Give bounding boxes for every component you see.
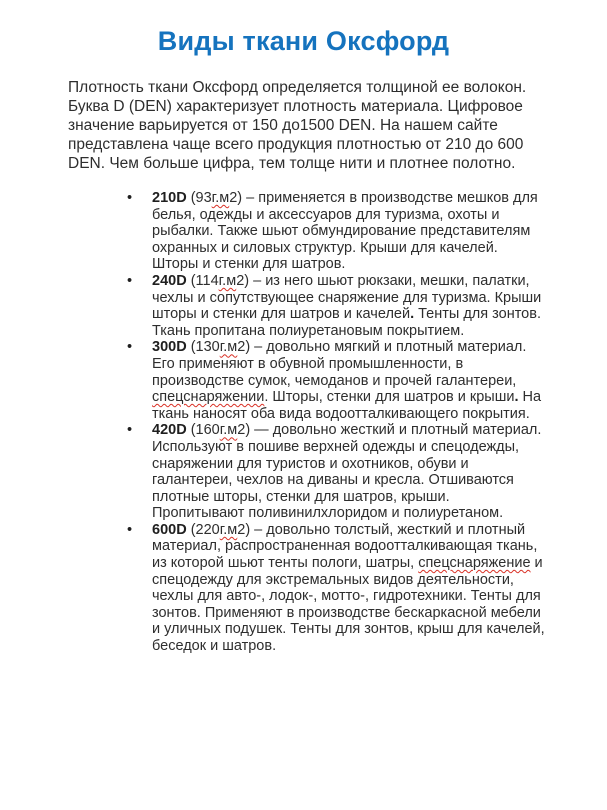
item-text: 2) — довольно жесткий и плотный материал. Используют в пошиве верхней одежды и спецодежды, снаряжении для туристов и охотников, обуви и галантереи, чехлов на диваны и кресла. Отшиваются плотные шторы, стенки для шатров, крыши. Пропитывают поливинилхлоридом и полиуретаном. [152,422,542,522]
spellchecked-text: г.м [219,521,238,538]
spellchecked-text: г.м [211,190,230,206]
fabric-type-item [152,522,545,655]
item-text: и спецодежду для экстремальных видов деятельности, чехлы для авто-, лодок-, мотто-, гидротехники. Тенты для зонтов. Применяют в производстве бескаркасной мебели и уличных подушек. Тенты для зонтов, крыш для качелей, беседок и шатров. [152,555,545,655]
fabric-types-list [0,190,607,655]
item-text: 2) – применяется в производстве мешков для белья, одежды и аксессуаров для туризма, охоты и рыбалки. Также шьют обмундирование представителям охранных и силовых структур. Крыши для качелей. Шторы и стенки для шатров. [152,190,538,273]
spellchecked-text: г.м [219,339,238,356]
density-label: 300D [152,339,187,356]
item-text: . Шторы, стенки для шатров и крыши [264,389,515,406]
item-text: (93 [186,190,212,206]
item-text: . [514,389,519,406]
density-label: 210D [152,190,187,206]
item-text: 2) – из него шьют рюкзаки, мешки, палатки, чехлы и сопутствующее снаряжение для туризма. Крыши шторы и стенки для шатров и качелей [152,272,542,323]
density-label: 420D [152,422,187,439]
item-text: (160 [186,422,220,439]
item-text: Тенты для зонтов. Ткань пропитана полиуретановым покрытием. [152,306,541,339]
density-label: 600D [152,521,187,538]
fabric-type-item [152,422,545,522]
density-label: 240D [152,272,187,289]
fabric-type-item [152,190,545,273]
item-text: (114 [186,272,219,289]
spellchecked-text: г.м [219,422,238,439]
fabric-type-item [152,339,545,422]
item-text: 2) – довольно толстый, жесткий и плотный материал, распространенная водоотталкивающая ткань, из которой шьют тенты пологи, шатры, [152,521,538,572]
item-text: (220 [186,521,220,538]
document-page [0,25,607,810]
spellchecked-text: спецснаряжение [418,555,531,572]
intro-paragraph: Плотность ткани Оксфорд определяется толщиной ее волокон. Буква D (DEN) характеризует плотность материала. Цифровое значение варьируется от 150 до1500 DEN. На нашем сайте представлена чаще всего продукция плотностью от 210 до 600 DEN. Чем больше цифра, тем толще нити и плотнее полотно. [68,79,527,172]
page-title: Виды ткани Оксфорд [157,26,450,56]
fabric-type-item [152,273,545,339]
item-text: . [410,306,415,323]
spellchecked-text: спецснаряжении [152,389,265,406]
spellchecked-text: г.м [218,272,237,289]
item-text: (130 [186,339,220,356]
item-text: На ткань наносят оба вида водоотталкивающего покрытия. [152,389,542,422]
item-text: 2) – довольно мягкий и плотный материал. Его применяют в обувной промышленности, в производстве сумок, чемоданов и прочей галантереи, [152,339,527,389]
